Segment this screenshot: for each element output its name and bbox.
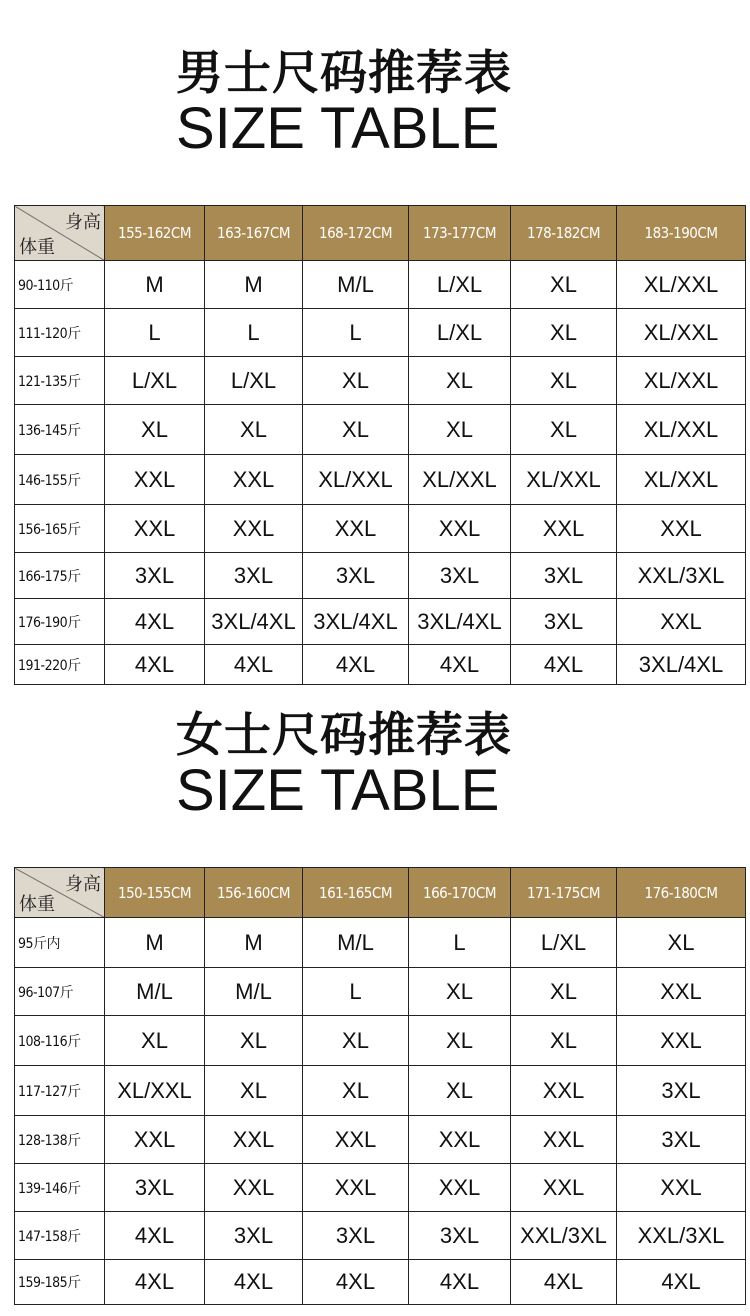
- size-cell: L/XL: [511, 918, 617, 968]
- size-cell: M: [105, 261, 205, 309]
- size-cell: XL: [205, 405, 303, 455]
- size-cell: 4XL: [511, 1260, 617, 1305]
- size-cell: XL/XXL: [617, 357, 746, 405]
- weight-label: 147-158斤: [15, 1212, 105, 1260]
- weight-label: 176-190斤: [15, 599, 105, 645]
- table-row: [15, 1260, 746, 1305]
- size-cell: 4XL: [105, 599, 205, 645]
- table-row: [15, 599, 746, 645]
- size-cell: XL/XXL: [617, 309, 746, 357]
- size-cell: XL: [511, 261, 617, 309]
- height-header: 161-165CM: [303, 868, 409, 918]
- weight-label: 156-165斤: [15, 505, 105, 553]
- size-cell: XXL: [617, 1164, 746, 1212]
- size-cell: 4XL: [205, 645, 303, 685]
- size-cell: XXL: [205, 505, 303, 553]
- size-cell: XL: [409, 1016, 511, 1066]
- weight-label: 108-116斤: [15, 1016, 105, 1066]
- size-cell: 3XL: [205, 553, 303, 599]
- size-cell: 3XL: [105, 1164, 205, 1212]
- size-cell: 4XL: [105, 1260, 205, 1305]
- size-cell: XXL: [617, 505, 746, 553]
- corner-height-label: 身高: [65, 874, 101, 895]
- height-header: 173-177CM: [409, 206, 511, 261]
- women-title-cn: 女士尺码推荐表: [176, 708, 512, 763]
- table-row: [15, 1016, 746, 1066]
- weight-label: 146-155斤: [15, 455, 105, 505]
- table-row: [15, 1066, 746, 1116]
- size-cell: 3XL/4XL: [205, 599, 303, 645]
- size-cell: XL/XXL: [303, 455, 409, 505]
- size-cell: L/XL: [409, 309, 511, 357]
- size-cell: XXL/3XL: [617, 1212, 746, 1260]
- height-header: 150-155CM: [105, 868, 205, 918]
- table-row: [15, 309, 746, 357]
- weight-label: 117-127斤: [15, 1066, 105, 1116]
- size-cell: XXL: [205, 455, 303, 505]
- size-cell: M/L: [303, 918, 409, 968]
- size-cell: XXL/3XL: [617, 553, 746, 599]
- corner-height-label: 身高: [65, 212, 101, 233]
- size-cell: XL/XXL: [409, 455, 511, 505]
- table-row: [15, 405, 746, 455]
- height-header: 178-182CM: [511, 206, 617, 261]
- size-cell: XL: [409, 968, 511, 1016]
- size-cell: XXL: [617, 599, 746, 645]
- height-header: 168-172CM: [303, 206, 409, 261]
- size-cell: XL/XXL: [617, 455, 746, 505]
- height-header: 163-167CM: [205, 206, 303, 261]
- size-cell: XXL: [409, 505, 511, 553]
- size-cell: M/L: [205, 968, 303, 1016]
- size-cell: M: [205, 261, 303, 309]
- size-cell: XL: [303, 405, 409, 455]
- size-cell: L/XL: [409, 261, 511, 309]
- men-title-en: SIZE TABLE: [176, 96, 500, 161]
- table-row: [15, 505, 746, 553]
- size-cell: XL: [511, 405, 617, 455]
- size-cell: XXL: [205, 1116, 303, 1164]
- women-corner-cell: [15, 868, 105, 918]
- size-cell: 3XL: [409, 1212, 511, 1260]
- height-header: 166-170CM: [409, 868, 511, 918]
- women-header-row: [15, 868, 746, 918]
- size-cell: 4XL: [409, 645, 511, 685]
- size-cell: L/XL: [205, 357, 303, 405]
- size-cell: M: [105, 918, 205, 968]
- table-row: [15, 1212, 746, 1260]
- size-cell: L/XL: [105, 357, 205, 405]
- size-cell: 3XL: [617, 1066, 746, 1116]
- size-cell: 3XL: [303, 553, 409, 599]
- size-cell: 4XL: [303, 1260, 409, 1305]
- weight-label: 111-120斤: [15, 309, 105, 357]
- size-cell: 3XL: [511, 553, 617, 599]
- size-cell: XXL: [511, 505, 617, 553]
- size-cell: XXL: [105, 1116, 205, 1164]
- size-cell: XL: [303, 357, 409, 405]
- men-size-table: [14, 205, 746, 685]
- corner-weight-label: 体重: [19, 237, 55, 258]
- size-cell: XL: [511, 309, 617, 357]
- size-cell: XL: [617, 918, 746, 968]
- size-cell: L: [409, 918, 511, 968]
- size-cell: 3XL: [617, 1116, 746, 1164]
- size-cell: M: [205, 918, 303, 968]
- height-header: 156-160CM: [205, 868, 303, 918]
- size-cell: XL: [205, 1016, 303, 1066]
- size-cell: XL: [511, 968, 617, 1016]
- size-cell: XL/XXL: [617, 405, 746, 455]
- size-cell: XL: [105, 1016, 205, 1066]
- size-cell: XXL: [105, 455, 205, 505]
- table-row: [15, 553, 746, 599]
- table-row: [15, 645, 746, 685]
- size-cell: XXL: [511, 1164, 617, 1212]
- table-row: [15, 968, 746, 1016]
- size-cell: XXL: [511, 1066, 617, 1116]
- size-cell: XL: [511, 1016, 617, 1066]
- height-header: 183-190CM: [617, 206, 746, 261]
- weight-label: 96-107斤: [15, 968, 105, 1016]
- size-cell: XXL: [303, 505, 409, 553]
- women-section-title: [176, 708, 576, 823]
- weight-label: 139-146斤: [15, 1164, 105, 1212]
- men-header-row: [15, 206, 746, 261]
- size-cell: L: [303, 968, 409, 1016]
- height-header: 176-180CM: [617, 868, 746, 918]
- weight-label: 136-145斤: [15, 405, 105, 455]
- size-cell: XXL: [617, 968, 746, 1016]
- size-cell: XL: [105, 405, 205, 455]
- size-cell: 3XL: [105, 553, 205, 599]
- size-cell: 3XL: [303, 1212, 409, 1260]
- size-cell: 3XL/4XL: [409, 599, 511, 645]
- table-row: [15, 455, 746, 505]
- size-cell: L: [105, 309, 205, 357]
- men-section-title: [176, 46, 576, 161]
- size-cell: XL/XXL: [105, 1066, 205, 1116]
- size-cell: XXL: [303, 1164, 409, 1212]
- size-cell: XXL: [617, 1016, 746, 1066]
- size-cell: 4XL: [303, 645, 409, 685]
- corner-weight-label: 体重: [19, 894, 55, 915]
- size-cell: L: [205, 309, 303, 357]
- size-cell: XL/XXL: [617, 261, 746, 309]
- size-cell: 4XL: [205, 1260, 303, 1305]
- height-header: 155-162CM: [105, 206, 205, 261]
- table-row: [15, 357, 746, 405]
- table-row: [15, 918, 746, 968]
- size-cell: XL: [409, 405, 511, 455]
- table-row: [15, 261, 746, 309]
- size-cell: XL: [511, 357, 617, 405]
- weight-label: 166-175斤: [15, 553, 105, 599]
- size-cell: XXL/3XL: [511, 1212, 617, 1260]
- size-cell: XXL: [205, 1164, 303, 1212]
- size-cell: 4XL: [511, 645, 617, 685]
- size-cell: 4XL: [617, 1260, 746, 1305]
- size-cell: XXL: [409, 1164, 511, 1212]
- size-cell: M/L: [303, 261, 409, 309]
- size-cell: 4XL: [409, 1260, 511, 1305]
- size-cell: XXL: [105, 505, 205, 553]
- size-cell: 4XL: [105, 645, 205, 685]
- weight-label: 128-138斤: [15, 1116, 105, 1164]
- women-size-table: [14, 867, 746, 1305]
- size-cell: 4XL: [105, 1212, 205, 1260]
- size-cell: XL: [303, 1016, 409, 1066]
- table-row: [15, 1116, 746, 1164]
- women-title-en: SIZE TABLE: [176, 758, 500, 823]
- size-cell: XL: [409, 1066, 511, 1116]
- size-cell: XL: [205, 1066, 303, 1116]
- weight-label: 90-110斤: [15, 261, 105, 309]
- size-cell: XXL: [409, 1116, 511, 1164]
- size-cell: 3XL: [511, 599, 617, 645]
- size-cell: 3XL: [205, 1212, 303, 1260]
- size-cell: 3XL/4XL: [303, 599, 409, 645]
- size-cell: L: [303, 309, 409, 357]
- men-title-cn: 男士尺码推荐表: [176, 46, 512, 101]
- height-header: 171-175CM: [511, 868, 617, 918]
- size-cell: XL: [303, 1066, 409, 1116]
- size-cell: 3XL/4XL: [617, 645, 746, 685]
- size-cell: XL/XXL: [511, 455, 617, 505]
- weight-label: 121-135斤: [15, 357, 105, 405]
- weight-label: 95斤内: [15, 918, 105, 968]
- table-row: [15, 1164, 746, 1212]
- size-cell: XXL: [511, 1116, 617, 1164]
- size-cell: XL: [409, 357, 511, 405]
- size-cell: XXL: [303, 1116, 409, 1164]
- size-cell: 3XL: [409, 553, 511, 599]
- size-cell: M/L: [105, 968, 205, 1016]
- men-corner-cell: [15, 206, 105, 261]
- weight-label: 159-185斤: [15, 1260, 105, 1305]
- weight-label: 191-220斤: [15, 645, 105, 685]
